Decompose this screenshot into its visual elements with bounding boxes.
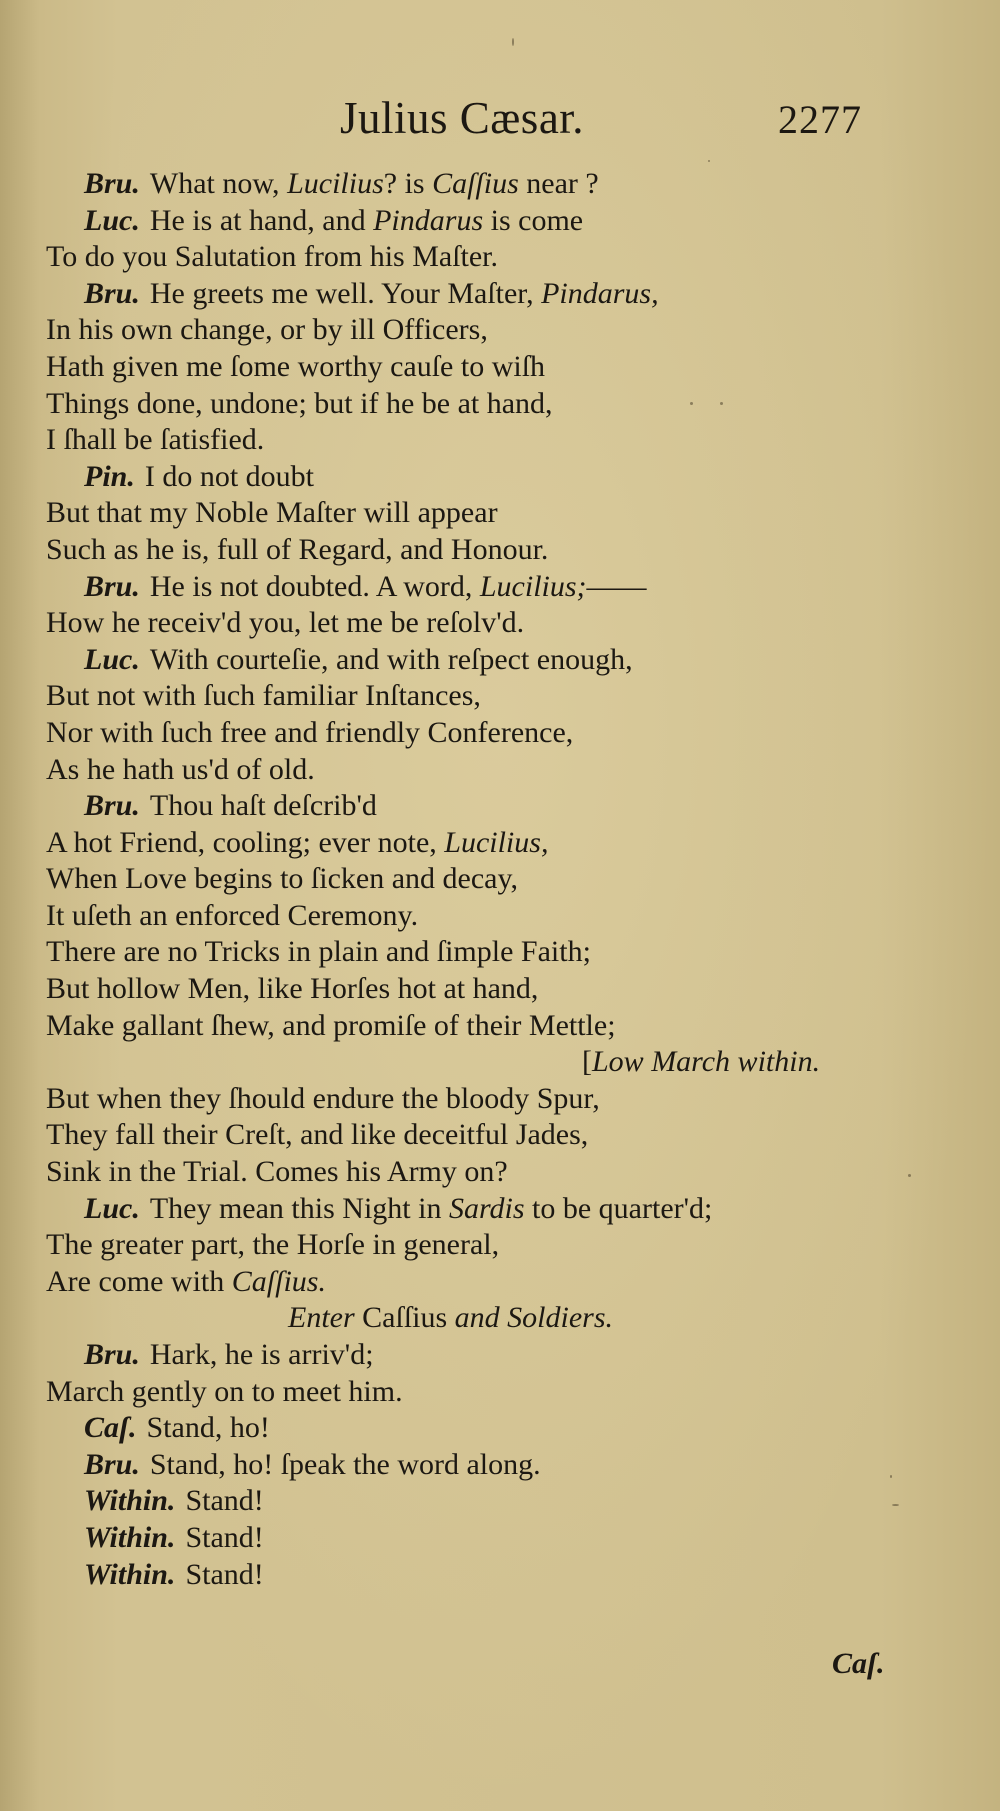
text-segment: How he receiv'd you, let me be reſolv'd.	[46, 606, 525, 640]
speech-line	[0, 459, 1000, 496]
verse-line	[0, 1008, 1000, 1045]
speech-line	[0, 1337, 1000, 1374]
text-segment: They fall their Creſt, and like deceitful Jades,	[46, 1118, 589, 1152]
text-segment: Pindarus	[373, 203, 484, 237]
text-segment: But hollow Men, like Horſes hot at hand,	[46, 972, 539, 1006]
text-segment: But that my Noble Maſter will appear	[46, 496, 498, 530]
speech-line	[0, 642, 1000, 679]
speaker-name: Bru.	[84, 167, 140, 200]
text-segment: Stand!	[185, 1520, 264, 1554]
verse-line	[0, 715, 1000, 752]
speech-line	[0, 788, 1000, 825]
text-segment: He greets me well. Your Maſter,	[149, 276, 542, 310]
paper-speck	[892, 1504, 899, 1506]
paper-speck	[908, 1174, 911, 1177]
speaker-name: Within.	[84, 1520, 176, 1554]
verse-line	[0, 605, 1000, 642]
text-segment: Lucilius	[287, 167, 384, 200]
text-segment: Hath given me ſome worthy cauſe to wiſh	[46, 349, 546, 383]
speaker-name: Bru.	[84, 569, 140, 603]
text-segment: March gently on to meet him.	[46, 1374, 403, 1408]
text-segment: Stand, ho!	[146, 1411, 270, 1445]
speaker-name: Within.	[84, 1484, 176, 1518]
text-segment: What now,	[149, 167, 288, 200]
text-segment: He is not doubted. A word,	[149, 569, 480, 603]
speech-line	[0, 1447, 1000, 1484]
text-segment: ——	[586, 569, 647, 603]
text-segment: Lucilius,	[444, 825, 549, 859]
paper-speck	[890, 1475, 892, 1478]
verse-line	[0, 825, 1000, 862]
text-segment: Sardis	[448, 1191, 525, 1225]
text-segment: Caſſius	[432, 167, 519, 200]
running-title: Julius Cæsar.	[340, 93, 585, 143]
text-segment: Thou haſt deſcrib'd	[149, 789, 377, 823]
speaker-name: Within.	[84, 1557, 176, 1591]
verse-line	[0, 971, 1000, 1008]
verse-line	[0, 386, 1000, 423]
verse-line	[0, 1154, 1000, 1191]
speech-line	[0, 1410, 1000, 1447]
speaker-name: Caſ.	[84, 1411, 137, 1445]
paper-speck	[720, 402, 723, 405]
text-segment: and Soldiers.	[447, 1301, 614, 1335]
text-segment: Caſſius	[362, 1301, 448, 1335]
verse-line	[0, 1227, 1000, 1264]
text-segment: to be quarter'd;	[524, 1191, 713, 1225]
verse-line	[0, 678, 1000, 715]
verse-line	[0, 1081, 1000, 1118]
speech-line	[0, 1520, 1000, 1557]
verse-line	[0, 422, 1000, 459]
text-segment: Lucilius;	[479, 569, 587, 603]
verse-line	[0, 532, 1000, 569]
verse-line	[0, 495, 1000, 532]
speech-line	[0, 203, 1000, 240]
text-segment: Enter	[288, 1301, 363, 1335]
text-segment: When Love begins to ſicken and decay,	[46, 862, 519, 896]
text-segment: They mean this Night in	[149, 1191, 449, 1225]
text-segment: Stand!	[185, 1557, 264, 1591]
text-segment: Low March within.	[592, 1045, 821, 1079]
text-segment: Pindarus,	[541, 276, 659, 310]
text-segment: ? is	[383, 167, 433, 200]
speaker-name: Bru.	[84, 1447, 140, 1481]
speaker-name: Bru.	[84, 276, 140, 310]
play-text	[0, 166, 1000, 1593]
paper-speck	[512, 38, 514, 46]
verse-line	[0, 1374, 1000, 1411]
verse-line	[0, 349, 1000, 386]
speaker-name: Luc.	[84, 1191, 140, 1225]
verse-line	[0, 312, 1000, 349]
text-segment: He is at hand, and	[149, 203, 374, 237]
speaker-name: Luc.	[84, 642, 140, 676]
speech-line	[0, 1483, 1000, 1520]
text-segment: A hot Friend, cooling; ever note,	[46, 825, 445, 859]
text-segment: Sink in the Trial. Comes his Army on?	[46, 1155, 508, 1189]
verse-line	[0, 1117, 1000, 1154]
page-number: 2277	[778, 97, 862, 142]
text-segment: I do not doubt	[144, 459, 315, 493]
text-segment: is come	[483, 203, 584, 237]
text-segment: It uſeth an enforced Ceremony.	[46, 898, 419, 932]
text-segment: near ?	[518, 167, 599, 200]
text-segment: Hark, he is arriv'd;	[149, 1338, 374, 1371]
verse-line	[0, 898, 1000, 935]
text-segment: To do you Salutation from his Maſter.	[46, 240, 499, 274]
text-segment: Make gallant ſhew, and promiſe of their Mettle;	[46, 1008, 616, 1042]
text-segment: Stand, ho! ſpeak the word along.	[149, 1447, 541, 1481]
verse-line	[0, 752, 1000, 789]
paper-speck	[690, 402, 693, 405]
stage-direction	[0, 1044, 1000, 1081]
text-segment: Caſſius.	[231, 1264, 326, 1298]
catchword: Caſ.	[832, 1647, 885, 1680]
verse-line	[0, 239, 1000, 276]
speaker-name: Pin.	[84, 459, 135, 493]
verse-line	[0, 1264, 1000, 1301]
speech-line	[0, 166, 1000, 203]
text-segment: Stand!	[185, 1484, 264, 1518]
speaker-name: Luc.	[84, 203, 140, 237]
speaker-name: Bru.	[84, 789, 140, 823]
text-segment: Are come with	[46, 1264, 232, 1298]
speaker-name: Bru.	[84, 1338, 140, 1371]
text-segment: The greater part, the Horſe in general,	[46, 1228, 500, 1262]
text-segment: With courteſie, and with reſpect enough,	[149, 642, 633, 676]
text-segment: But when they ſhould endure the bloody Spur,	[46, 1081, 600, 1115]
text-segment: In his own change, or by ill Officers,	[46, 313, 488, 347]
text-segment: Such as he is, full of Regard, and Honour.	[46, 532, 549, 566]
text-segment: I ſhall be ſatisfied.	[46, 423, 265, 457]
text-segment: [	[582, 1045, 592, 1079]
text-segment: But not with ſuch familiar Inſtances,	[46, 679, 481, 713]
text-segment: Nor with ſuch free and friendly Conference,	[46, 715, 574, 749]
speech-line	[0, 276, 1000, 313]
verse-line	[0, 861, 1000, 898]
stage-direction	[0, 1300, 1000, 1337]
text-segment: Things done, undone; but if he be at hand,	[46, 386, 553, 420]
paper-speck	[708, 160, 710, 162]
speech-line	[0, 1557, 1000, 1594]
text-segment: There are no Tricks in plain and ſimple Faith;	[46, 935, 591, 969]
page-header	[0, 92, 1000, 152]
text-segment: As he hath us'd of old.	[46, 752, 315, 786]
speech-line	[0, 1191, 1000, 1228]
verse-line	[0, 934, 1000, 971]
speech-line	[0, 569, 1000, 606]
